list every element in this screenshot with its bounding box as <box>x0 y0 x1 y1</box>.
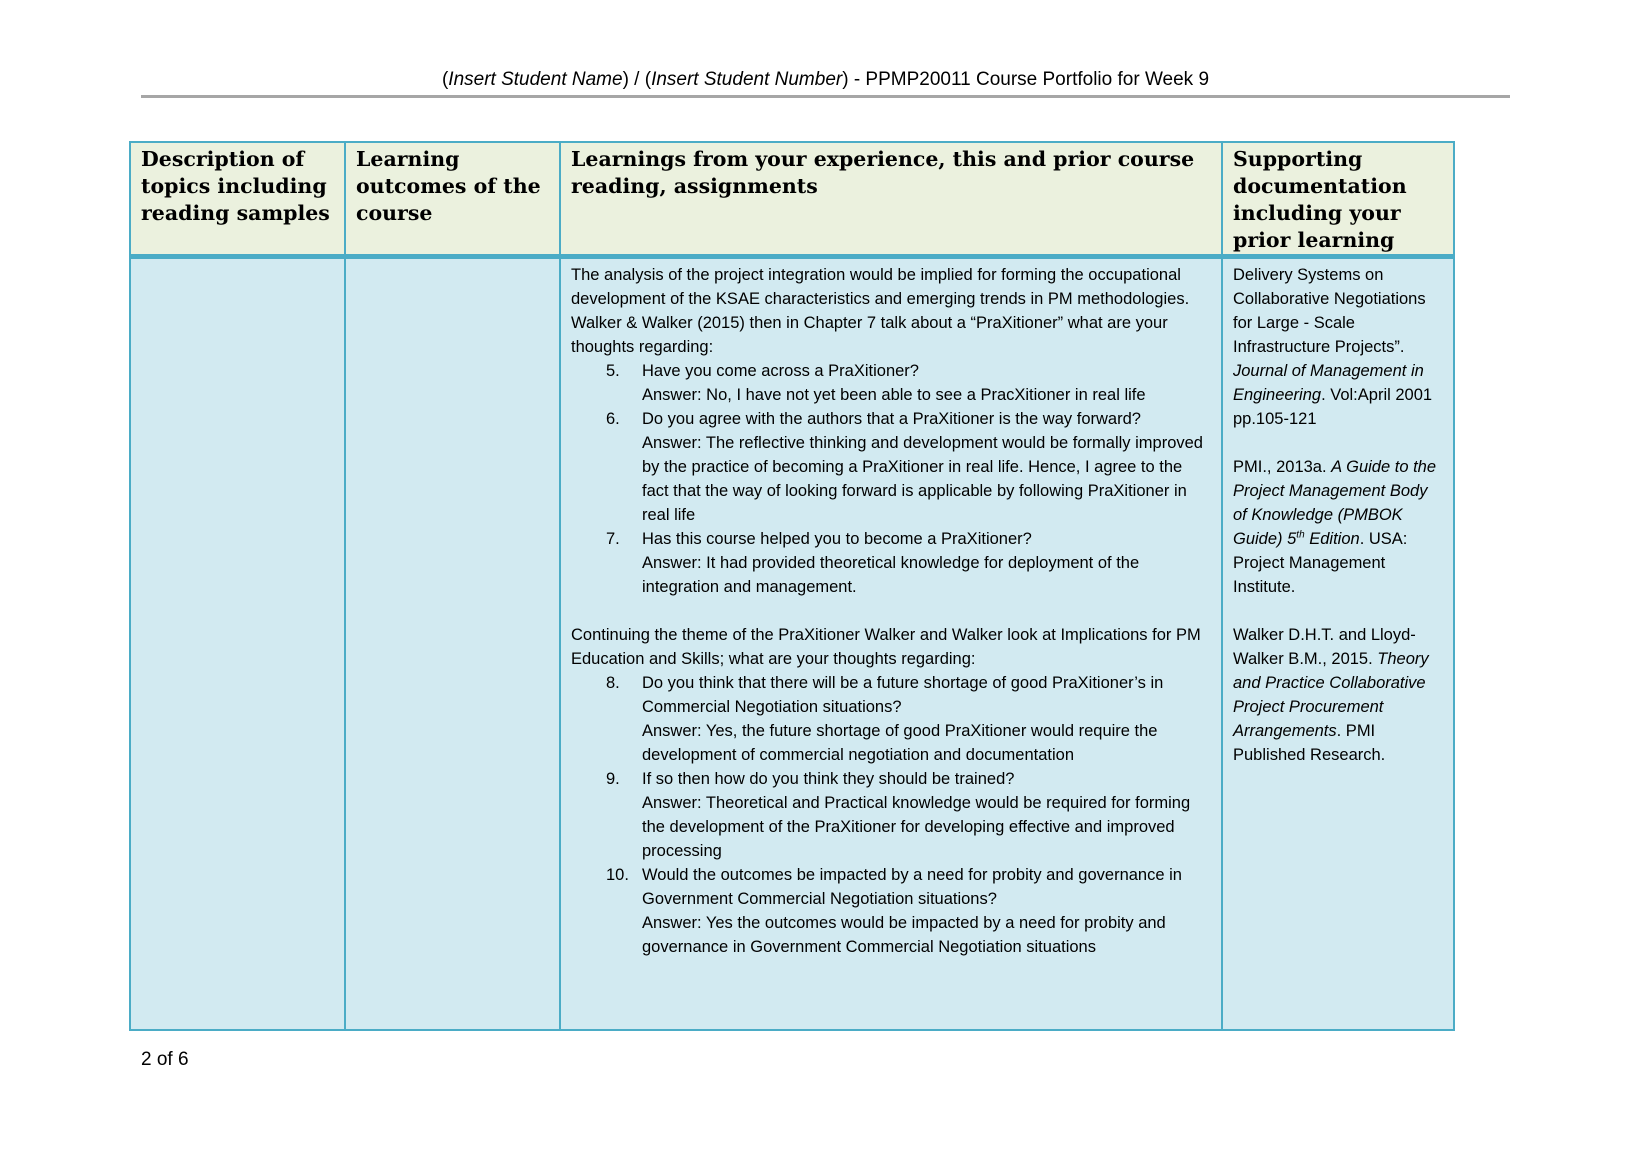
header-text: ( <box>441 69 449 90</box>
cell-description[interactable] <box>130 257 345 1031</box>
reference-1: Delivery Systems on Collaborative Negotiations for Large - Scale Infrastructure Projects”. Journal of Management in Engineering. Vol:April 2001 pp.105-121 <box>1233 266 1433 428</box>
table-header-row <box>130 142 1454 257</box>
question-list-a <box>571 359 1211 599</box>
answer-text: Answer: Yes the outcomes would be impacted by a need for probity and governance in Government Commercial Negotiation situations <box>642 914 1166 956</box>
answer-text: Answer: Theoretical and Practical knowledge would be required for forming the development of the PraXitioner for developing effective and improved processing <box>642 794 1191 860</box>
cell-learning-outcomes[interactable] <box>345 257 560 1031</box>
header-text: ) / ( <box>622 69 652 90</box>
student-number-placeholder: Insert Student Number <box>651 69 843 90</box>
cell-supporting-docs[interactable] <box>1222 257 1454 1031</box>
list-item <box>571 407 1211 527</box>
cell-learnings[interactable] <box>560 257 1222 1031</box>
header-rule <box>141 95 1510 98</box>
student-name-placeholder: Insert Student Name <box>448 69 623 90</box>
list-item <box>571 359 1211 407</box>
question-text: Have you come across a PraXitioner? <box>642 362 919 380</box>
question-text: Do you think that there will be a future shortage of good PraXitioner’s in Commercial Negotiation situations? <box>642 674 1164 716</box>
question-text: Has this course helped you to become a PraXitioner? <box>642 530 1032 548</box>
header-learnings: Learnings from your experience, this and prior course reading, assignments <box>560 142 1222 257</box>
list-item <box>571 671 1211 767</box>
reference-2: PMI., 2013a. A Guide to the Project Management Body of Knowledge (PMBOK Guide) 5th Edition. USA: Project Management Institute. <box>1233 458 1437 596</box>
answer-text: Answer: The reflective thinking and development would be formally improved by the practice of becoming a PraXitioner in real life. Hence, I agree to the fact that the way of looking forward is applicable by following PraXitioner in real life <box>642 434 1203 524</box>
paragraph-gap <box>571 599 1211 623</box>
question-number: 10. <box>606 866 629 884</box>
answer-text: Answer: Yes, the future shortage of good PraXitioner would require the development of commercial negotiation and documentation <box>642 722 1158 764</box>
question-number: 8. <box>606 674 620 692</box>
learnings-intro-3: Continuing the theme of the PraXitioner Walker and Walker look at Implications for PM Education and Skills; what are your thoughts regarding: <box>571 626 1201 668</box>
header-course-title: ) - PPMP20011 Course Portfolio for Week 9 <box>842 69 1210 90</box>
answer-text: Answer: No, I have not yet been able to see a PracXitioner in real life <box>642 386 1146 404</box>
learnings-intro-1: The analysis of the project integration would be implied for forming the occupational development of the KSAE characteristics and emerging trends in PM methodologies. <box>571 266 1190 308</box>
question-text: If so then how do you think they should be trained? <box>642 770 1015 788</box>
header-description: Description of topics including reading samples <box>130 142 345 257</box>
table-row <box>130 257 1454 1031</box>
question-number: 7. <box>606 530 620 548</box>
question-text: Do you agree with the authors that a PraXitioner is the way forward? <box>642 410 1141 428</box>
question-list-b <box>571 671 1211 959</box>
question-text: Would the outcomes be impacted by a need for probity and governance in Government Commercial Negotiation situations? <box>642 866 1182 908</box>
learnings-intro-2: Walker & Walker (2015) then in Chapter 7 talk about a “PraXitioner” what are your thoughts regarding: <box>571 314 1168 356</box>
header-learning-outcomes: Learning outcomes of the course <box>345 142 560 257</box>
question-number: 9. <box>606 770 620 788</box>
portfolio-table <box>129 141 1455 1031</box>
question-number: 5. <box>606 362 620 380</box>
list-item <box>571 767 1211 863</box>
header-supporting-docs: Supporting documentation including your prior learning <box>1222 142 1454 257</box>
paragraph-gap <box>1233 599 1443 623</box>
page-header <box>141 68 1510 92</box>
answer-text: Answer: It had provided theoretical knowledge for deployment of the integration and management. <box>642 554 1140 596</box>
list-item <box>571 863 1211 959</box>
list-item <box>571 527 1211 599</box>
paragraph-gap <box>1233 431 1443 455</box>
page-number: 2 of 6 <box>141 1049 189 1070</box>
reference-3: Walker D.H.T. and Lloyd-Walker B.M., 2015. Theory and Practice Collaborative Project Procurement Arrangements. PMI Published Research. <box>1233 626 1429 764</box>
question-number: 6. <box>606 410 620 428</box>
